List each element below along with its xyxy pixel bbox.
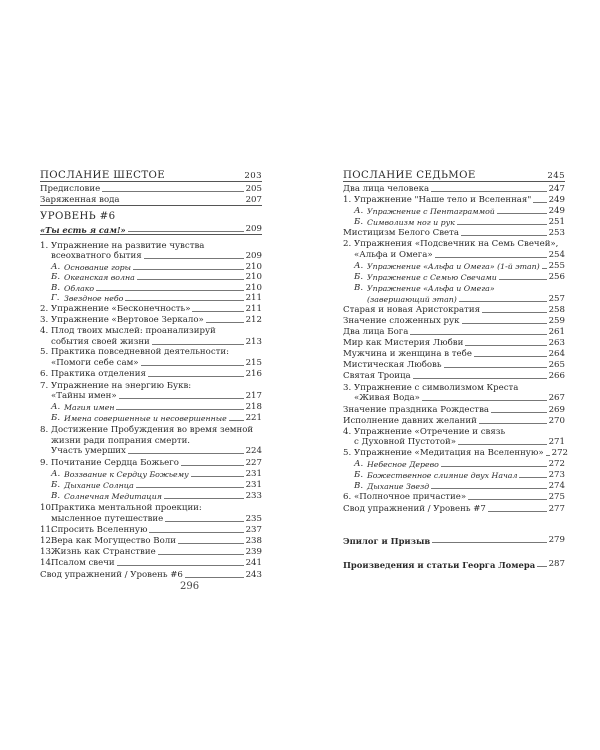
toc-entry[interactable]: Мир как Мистерия Любви 263	[343, 338, 565, 349]
toc-subentry[interactable]: В. Облако 210	[51, 283, 262, 294]
toc-entry[interactable]: Свод упражнений / Уровень #7 277	[343, 504, 565, 515]
toc-entry[interactable]: Предисловие 205	[40, 184, 262, 195]
toc-entry[interactable]: 11. Спросить Вселенную 237	[40, 525, 262, 536]
toc-entry[interactable]: Значение сложенных рук 259	[343, 316, 565, 327]
toc-subentry[interactable]: Б. Божественное слияние двух Начал 273	[354, 470, 565, 481]
toc-entry[interactable]: 2. Упражнения «Подсвечник на Семь Свечей»,	[343, 239, 559, 250]
toc-entry[interactable]: 10. Практика ментальной проекции:	[40, 503, 202, 514]
toc-entry[interactable]: Произведения и статьи Георга Ломера 287	[343, 559, 565, 570]
toc-entry[interactable]: 5. Упражнение «Медитация на Вселенную» 272	[343, 448, 569, 459]
toc-entry[interactable]: Исполнение давних желаний 270	[343, 416, 565, 427]
toc-subentry[interactable]: Б. Океанская волна 210	[51, 272, 262, 283]
page-number: 296	[180, 581, 200, 592]
toc-subentry[interactable]: А. Основание горы 210	[51, 262, 262, 273]
toc-entry[interactable]: 5. Практика повседневной деятельности:	[40, 347, 230, 358]
toc-subentry[interactable]: А. Упражнение «Альфа и Омега» (1-й этап) 255	[354, 261, 565, 272]
toc-entry[interactable]: Эпилог и Призыв 279	[343, 535, 565, 546]
toc-entry[interactable]: 4. Плод твоих мыслей: проанализируй	[40, 326, 216, 337]
toc-entry[interactable]: «Тайны имен» 217	[51, 391, 262, 402]
toc-entry[interactable]: Старая и новая Аристократия 258	[343, 305, 565, 316]
toc-entry[interactable]: Значение праздника Рождества 269	[343, 405, 565, 416]
toc-entry[interactable]: «Ты есть я сам!» 209	[40, 224, 262, 235]
toc-entry[interactable]: «Живая Вода» 267	[354, 393, 565, 404]
toc-entry[interactable]: Мужчина и женщина в тебе 264	[343, 349, 565, 360]
toc-subentry[interactable]: В. Упражнение «Альфа и Омега»	[354, 283, 495, 294]
toc-entry[interactable]: Мистицизм Белого Света 253	[343, 228, 565, 239]
toc-subentry[interactable]: (завершающий этап) 257	[367, 294, 565, 305]
toc-entry[interactable]: 6. «Полночное причастие» 275	[343, 492, 565, 503]
toc-entry[interactable]: 12. Вера как Могущество Воли 238	[40, 536, 262, 547]
toc-entry[interactable]: Два лица Бога 261	[343, 327, 565, 338]
toc-entry[interactable]: события своей жизни 213	[51, 337, 262, 348]
toc-entry[interactable]: жизни ради попрания смерти.	[51, 436, 191, 447]
toc-entry[interactable]: Два лица человека 247	[343, 184, 565, 195]
toc-entry[interactable]: 4. Упражнение «Отречение и связь	[343, 427, 506, 438]
toc-entry[interactable]: Свод упражнений / Уровень #6 243	[40, 570, 262, 581]
toc-entry[interactable]: мысленное путешествие 235	[51, 514, 262, 525]
toc-subentry[interactable]: Б. Упражнение с Семью Свечами 256	[354, 272, 565, 283]
toc-subentry[interactable]: В. Дыхание Звезд 274	[354, 481, 565, 492]
toc-entry[interactable]: всеохватного бытия 209	[51, 251, 262, 262]
toc-subentry[interactable]: В. Солнечная Медитация 233	[51, 491, 262, 502]
toc-subentry[interactable]: А. Упражнение с Пентаграммой 249	[354, 206, 565, 217]
toc-subentry[interactable]: Б. Имена совершенные и несовершенные 221	[51, 413, 262, 424]
toc-entry[interactable]: 14. Псалом свечи 241	[40, 558, 262, 569]
toc-entry[interactable]: Мистическая Любовь 265	[343, 360, 565, 371]
toc-entry[interactable]: Участь умерших 224	[51, 446, 262, 457]
toc-entry[interactable]: с Духовной Пустотой» 271	[354, 437, 565, 448]
toc-entry[interactable]: 3. Упражнение с символизмом Креста	[343, 383, 519, 394]
toc-entry[interactable]: «Альфа и Омега» 254	[354, 250, 565, 261]
toc-entry[interactable]: 8. Достижение Пробуждения во время земной	[40, 425, 254, 436]
toc-entry[interactable]: 3. Упражнение «Вертовое Зеркало» 212	[40, 315, 262, 326]
section-heading: ПОСЛАНИЕ ШЕСТОЕ 203	[40, 169, 262, 182]
level-heading: УРОВЕНЬ #6	[40, 210, 116, 222]
toc-entry[interactable]: 6. Практика отделения 216	[40, 369, 262, 380]
toc-entry[interactable]: 13. Жизнь как Странствие 239	[40, 547, 262, 558]
toc-subentry[interactable]: А. Воззвание к Сердцу Божьему 231	[51, 469, 262, 480]
toc-subentry[interactable]: А. Небесное Дерево 272	[354, 459, 565, 470]
toc-subentry[interactable]: Б. Дыхание Солнца 231	[51, 480, 262, 491]
toc-subentry[interactable]: Б. Символизм ног и рук 251	[354, 217, 565, 228]
toc-entry[interactable]: 1. Упражнение "Наше тело и Вселенная" 249	[343, 195, 565, 206]
toc-subentry[interactable]: А. Магия имен 218	[51, 402, 262, 413]
toc-entry[interactable]: 1. Упражнение на развитие чувства	[40, 241, 205, 252]
toc-entry[interactable]: 9. Почитание Сердца Божьего 227	[40, 458, 262, 469]
section-heading: ПОСЛАНИЕ СЕДЬМОЕ 245	[343, 169, 565, 182]
toc-subentry[interactable]: Г. Звездное небо 211	[51, 293, 262, 304]
toc-entry[interactable]: «Помоги себе сам» 215	[51, 358, 262, 369]
toc-entry[interactable]: 7. Упражнение на энергию Букв:	[40, 381, 192, 392]
toc-entry[interactable]: 2. Упражнение «Бесконечность» 211	[40, 304, 262, 315]
toc-entry[interactable]: Святая Троица 266	[343, 371, 565, 382]
toc-entry[interactable]: Заряженная вода 207	[40, 195, 262, 206]
